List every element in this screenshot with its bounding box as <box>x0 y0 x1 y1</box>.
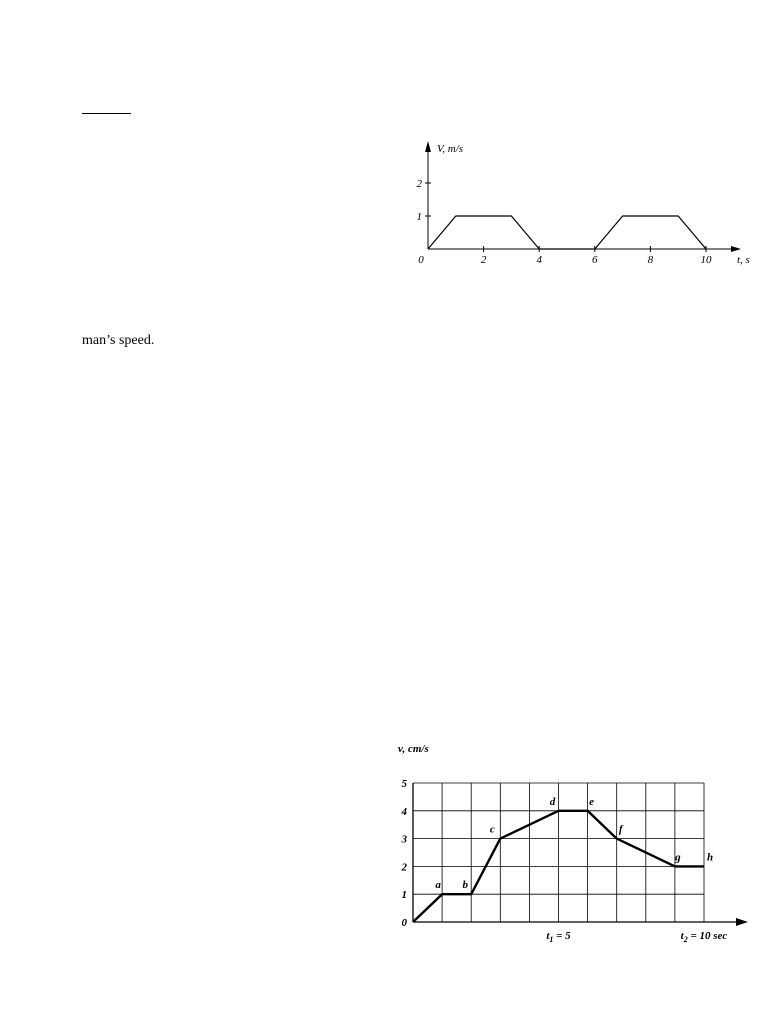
x-tick-label: $t_1 = 5$ <box>546 930 571 944</box>
y-tick-label: 2 <box>401 861 407 874</box>
y-axis-label: V, m/s <box>437 143 464 155</box>
x-tick-label: 8 <box>647 254 654 266</box>
point-label: h <box>706 851 714 864</box>
x-tick-label: 0 <box>418 254 424 266</box>
y-tick-label: 0 <box>401 917 407 929</box>
point-label: d <box>549 795 556 808</box>
point-label: c <box>489 823 495 836</box>
x-tick-label: 2 <box>480 254 487 266</box>
y-tick-label: 1 <box>401 889 407 902</box>
x-tick-label: 4 <box>536 254 542 266</box>
point-label: a <box>435 879 441 892</box>
x-tick-label: 6 <box>592 254 598 266</box>
x-axis-arrow <box>736 918 748 926</box>
y-tick-label: 1 <box>416 211 422 223</box>
y-tick-label: 5 <box>401 778 407 790</box>
point-label: e <box>589 795 595 808</box>
y-tick-label: 2 <box>416 178 422 190</box>
point-label: g <box>675 851 681 864</box>
point-label: f <box>618 823 623 836</box>
x-tick-label: $t_2 = 10$ sec <box>680 930 728 944</box>
point-label: b <box>462 879 468 892</box>
x-axis-label: t, s <box>737 254 750 266</box>
y-axis-label: v, cm/s <box>398 743 429 755</box>
y-tick-label: 4 <box>401 805 407 818</box>
caption-text: man’s speed. <box>82 333 155 348</box>
x-tick-label: 10 <box>700 254 712 266</box>
y-tick-label: 3 <box>401 833 407 846</box>
